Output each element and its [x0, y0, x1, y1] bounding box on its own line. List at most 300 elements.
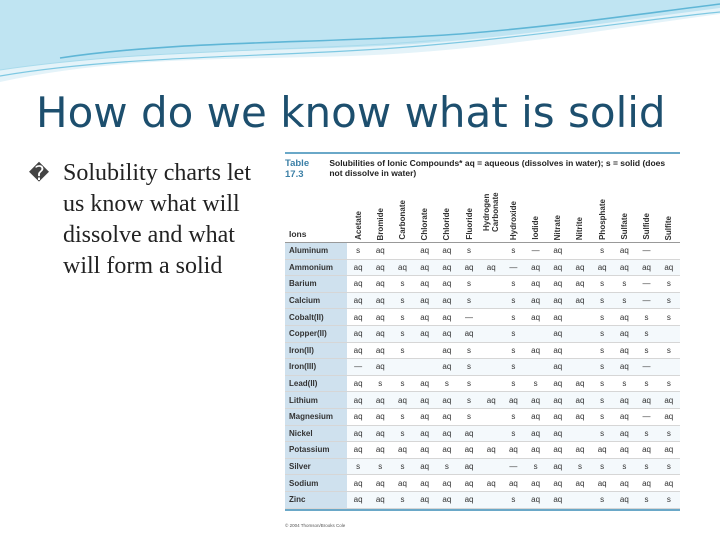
solubility-cell — [480, 325, 502, 342]
table-row — [285, 375, 680, 392]
solubility-cell: s — [436, 375, 458, 392]
solubility-cell: aq — [547, 243, 569, 260]
solubility-cell: aq — [635, 259, 657, 276]
ion-name-cell: Potassium — [285, 442, 347, 459]
table-row — [285, 309, 680, 326]
table-row — [285, 359, 680, 376]
solubility-cell: aq — [525, 491, 547, 508]
solubility-cell: aq — [547, 458, 569, 475]
table-row — [285, 491, 680, 508]
solubility-cell — [480, 359, 502, 376]
column-header-label: Chloride — [442, 207, 452, 240]
column-header — [569, 182, 591, 243]
column-header-label: Nitrite — [575, 216, 585, 240]
solubility-table — [285, 182, 680, 509]
solubility-cell — [480, 458, 502, 475]
solubility-cell: aq — [525, 259, 547, 276]
solubility-cell: aq — [502, 475, 524, 492]
solubility-cell: aq — [347, 309, 369, 326]
solubility-cell — [658, 325, 680, 342]
solubility-cell: aq — [414, 425, 436, 442]
solubility-cell: aq — [347, 425, 369, 442]
solubility-cell: aq — [414, 475, 436, 492]
solubility-cell: s — [591, 359, 613, 376]
solubility-cell: aq — [369, 475, 391, 492]
solubility-cell: aq — [436, 309, 458, 326]
solubility-cell: aq — [369, 442, 391, 459]
solubility-cell: aq — [369, 243, 391, 260]
solubility-cell: s — [458, 392, 480, 409]
table-caption-bar — [285, 152, 680, 182]
ion-name-cell: Iron(III) — [285, 359, 347, 376]
solubility-cell: aq — [458, 475, 480, 492]
column-header-label: Nitrate — [553, 214, 563, 240]
solubility-cell: aq — [613, 359, 635, 376]
solubility-cell: s — [591, 458, 613, 475]
solubility-cell: aq — [525, 392, 547, 409]
solubility-cell: s — [391, 491, 413, 508]
solubility-cell — [569, 325, 591, 342]
solubility-cell: aq — [635, 392, 657, 409]
solubility-cell: s — [635, 309, 657, 326]
copyright-credit: © 2004 Thomson/Brooks Cole — [285, 522, 346, 528]
solubility-cell — [414, 359, 436, 376]
solubility-cell: s — [391, 276, 413, 293]
column-header — [391, 182, 413, 243]
solubility-cell: — — [347, 359, 369, 376]
solubility-cell: s — [502, 359, 524, 376]
table-caption: Solubilities of Ionic Compounds* aq = aqueous (dissolves in water); s = solid (does not dissolve in water) — [329, 158, 666, 178]
solubility-cell: — — [502, 259, 524, 276]
column-header — [591, 182, 613, 243]
ion-name-cell: Lead(II) — [285, 375, 347, 392]
solubility-cell: aq — [347, 375, 369, 392]
solubility-cell: aq — [525, 309, 547, 326]
solubility-cell: s — [502, 408, 524, 425]
table-row — [285, 475, 680, 492]
solubility-cell: aq — [613, 475, 635, 492]
solubility-cell: aq — [436, 359, 458, 376]
solubility-cell: aq — [480, 392, 502, 409]
solubility-cell: aq — [436, 276, 458, 293]
solubility-cell: aq — [436, 408, 458, 425]
solubility-cell — [391, 359, 413, 376]
column-header-label: Acetate — [353, 211, 363, 240]
solubility-cell: — — [635, 408, 657, 425]
solubility-cell: aq — [458, 442, 480, 459]
solubility-cell: aq — [613, 342, 635, 359]
solubility-cell: aq — [613, 259, 635, 276]
solubility-cell: aq — [547, 442, 569, 459]
solubility-cell: aq — [547, 359, 569, 376]
ion-name-cell: Silver — [285, 458, 347, 475]
bullet-item — [28, 158, 273, 282]
solubility-cell: aq — [369, 325, 391, 342]
solubility-cell — [525, 325, 547, 342]
solubility-cell: aq — [591, 475, 613, 492]
ion-name-cell: Iron(II) — [285, 342, 347, 359]
solubility-cell: s — [613, 292, 635, 309]
column-header — [369, 182, 391, 243]
solubility-cell: aq — [369, 309, 391, 326]
solubility-cell: aq — [347, 292, 369, 309]
solubility-cell: aq — [436, 243, 458, 260]
solubility-cell — [480, 309, 502, 326]
ion-name-cell: Barium — [285, 276, 347, 293]
solubility-cell: aq — [347, 475, 369, 492]
solubility-cell: aq — [369, 259, 391, 276]
solubility-cell: aq — [569, 292, 591, 309]
solubility-cell: aq — [569, 375, 591, 392]
column-header-label: Chlorate — [420, 207, 430, 240]
table-row — [285, 458, 680, 475]
solubility-cell: — — [635, 359, 657, 376]
solubility-cell: aq — [525, 342, 547, 359]
column-header-label: Carbonate — [397, 200, 407, 240]
solubility-cell: aq — [414, 309, 436, 326]
solubility-cell — [480, 342, 502, 359]
solubility-cell: s — [591, 342, 613, 359]
solubility-cell: aq — [347, 325, 369, 342]
solubility-cell: aq — [436, 292, 458, 309]
table-row — [285, 442, 680, 459]
solubility-cell: s — [635, 375, 657, 392]
ion-name-cell: Zinc — [285, 491, 347, 508]
solubility-cell: aq — [525, 276, 547, 293]
solubility-cell: — — [458, 309, 480, 326]
solubility-cell — [569, 359, 591, 376]
solubility-cell: s — [613, 276, 635, 293]
column-header — [635, 182, 657, 243]
solubility-cell — [569, 342, 591, 359]
solubility-cell: aq — [436, 259, 458, 276]
solubility-cell: s — [591, 243, 613, 260]
solubility-cell: aq — [414, 276, 436, 293]
solubility-cell: aq — [369, 342, 391, 359]
table-row — [285, 425, 680, 442]
header-wave-decoration — [0, 0, 720, 90]
solubility-cell: s — [525, 458, 547, 475]
solubility-cell — [658, 243, 680, 260]
slide-title: How do we know what is solid — [36, 88, 666, 137]
solubility-cell: aq — [547, 276, 569, 293]
solubility-cell: aq — [391, 475, 413, 492]
solubility-cell: aq — [658, 392, 680, 409]
solubility-cell: aq — [391, 259, 413, 276]
solubility-cell: s — [502, 342, 524, 359]
solubility-cell: s — [591, 276, 613, 293]
solubility-cell: aq — [436, 342, 458, 359]
solubility-cell: aq — [525, 442, 547, 459]
solubility-cell: aq — [525, 292, 547, 309]
solubility-cell: aq — [547, 491, 569, 508]
table-header-row — [285, 182, 680, 243]
solubility-cell: s — [391, 342, 413, 359]
solubility-cell: s — [436, 458, 458, 475]
solubility-cell: aq — [547, 309, 569, 326]
solubility-cell — [569, 243, 591, 260]
solubility-cell: s — [658, 491, 680, 508]
column-header — [436, 182, 458, 243]
solubility-cell: s — [591, 325, 613, 342]
solubility-cell: aq — [414, 491, 436, 508]
solubility-cell: aq — [414, 259, 436, 276]
solubility-cell — [480, 491, 502, 508]
ion-name-cell: Copper(II) — [285, 325, 347, 342]
solubility-cell: s — [391, 408, 413, 425]
solubility-cell: s — [369, 375, 391, 392]
ion-name-cell: Cobalt(II) — [285, 309, 347, 326]
solubility-cell — [658, 359, 680, 376]
solubility-cell: aq — [658, 408, 680, 425]
solubility-cell: aq — [369, 292, 391, 309]
solubility-cell: aq — [547, 325, 569, 342]
solubility-cell: aq — [347, 491, 369, 508]
solubility-cell: aq — [369, 408, 391, 425]
solubility-cell: s — [502, 425, 524, 442]
solubility-cell: aq — [502, 392, 524, 409]
solubility-cell: aq — [436, 475, 458, 492]
solubility-cell: s — [613, 375, 635, 392]
column-header-label: Hydrogen Carbonate — [482, 192, 501, 233]
solubility-cell: aq — [613, 442, 635, 459]
solubility-cell: s — [347, 243, 369, 260]
column-header — [613, 182, 635, 243]
solubility-cell: aq — [502, 442, 524, 459]
table-row — [285, 243, 680, 260]
solubility-cell: aq — [369, 276, 391, 293]
solubility-cell: aq — [658, 475, 680, 492]
table-row — [285, 276, 680, 293]
column-header — [502, 182, 524, 243]
ion-name-cell: Aluminum — [285, 243, 347, 260]
solubility-cell: s — [458, 292, 480, 309]
solubility-cell — [569, 425, 591, 442]
solubility-cell: aq — [436, 425, 458, 442]
solubility-cell: aq — [613, 243, 635, 260]
solubility-cell: — — [525, 243, 547, 260]
solubility-cell: s — [391, 425, 413, 442]
solubility-cell — [480, 425, 502, 442]
column-header — [547, 182, 569, 243]
ion-name-cell: Sodium — [285, 475, 347, 492]
table-row — [285, 392, 680, 409]
solubility-cell: s — [591, 309, 613, 326]
column-header — [525, 182, 547, 243]
solubility-cell: aq — [547, 292, 569, 309]
solubility-cell: s — [458, 375, 480, 392]
solubility-cell: s — [502, 292, 524, 309]
ion-name-cell: Calcium — [285, 292, 347, 309]
solubility-cell: aq — [414, 442, 436, 459]
solubility-cell: aq — [347, 259, 369, 276]
solubility-cell: s — [591, 392, 613, 409]
solubility-cell: aq — [436, 392, 458, 409]
solubility-cell: aq — [613, 309, 635, 326]
solubility-cell: s — [658, 292, 680, 309]
solubility-cell: aq — [436, 491, 458, 508]
solubility-cell: s — [591, 292, 613, 309]
solubility-cell: aq — [458, 425, 480, 442]
solubility-cell: aq — [458, 325, 480, 342]
table-number: Table 17.3 — [285, 158, 310, 180]
solubility-cell: s — [635, 325, 657, 342]
solubility-cell: aq — [569, 408, 591, 425]
solubility-cell: s — [658, 309, 680, 326]
solubility-cell: aq — [613, 325, 635, 342]
solubility-cell — [480, 375, 502, 392]
solubility-cell: s — [502, 243, 524, 260]
solubility-cell: aq — [347, 442, 369, 459]
solubility-cell: s — [569, 458, 591, 475]
table-body — [285, 243, 680, 509]
solubility-cell: aq — [658, 259, 680, 276]
solubility-cell: aq — [591, 442, 613, 459]
solubility-cell: s — [391, 375, 413, 392]
solubility-cell: — — [502, 458, 524, 475]
solubility-cell: s — [458, 276, 480, 293]
solubility-cell: s — [591, 375, 613, 392]
solubility-cell: s — [591, 491, 613, 508]
solubility-cell: aq — [658, 442, 680, 459]
solubility-cell: aq — [369, 491, 391, 508]
column-header-label: Iodide — [531, 216, 541, 240]
ion-name-cell: Lithium — [285, 392, 347, 409]
solubility-cell — [569, 309, 591, 326]
solubility-cell: aq — [569, 392, 591, 409]
solubility-cell: aq — [458, 491, 480, 508]
solubility-cell: s — [502, 309, 524, 326]
solubility-cell: aq — [613, 392, 635, 409]
solubility-cell: aq — [480, 475, 502, 492]
solubility-cell: s — [391, 309, 413, 326]
solubility-cell: s — [391, 292, 413, 309]
solubility-cell: aq — [414, 375, 436, 392]
solubility-cell: aq — [547, 392, 569, 409]
solubility-cell: s — [658, 458, 680, 475]
solubility-cell: s — [458, 359, 480, 376]
column-header-label: Sulfide — [642, 213, 652, 240]
solubility-cell: — — [635, 243, 657, 260]
solubility-cell: aq — [525, 425, 547, 442]
ion-name-cell: Ammonium — [285, 259, 347, 276]
solubility-cell: aq — [347, 392, 369, 409]
solubility-cell: aq — [369, 425, 391, 442]
solubility-cell: s — [458, 342, 480, 359]
solubility-cell: aq — [547, 342, 569, 359]
solubility-cell: aq — [414, 458, 436, 475]
column-header — [347, 182, 369, 243]
solubility-cell: s — [658, 342, 680, 359]
solubility-cell: aq — [569, 276, 591, 293]
column-header — [414, 182, 436, 243]
solubility-cell: aq — [369, 359, 391, 376]
column-header-label: Fluoride — [464, 208, 474, 240]
solubility-cell: aq — [414, 243, 436, 260]
ion-name-cell: Nickel — [285, 425, 347, 442]
solubility-cell: s — [391, 458, 413, 475]
solubility-cell — [480, 292, 502, 309]
solubility-cell: s — [502, 325, 524, 342]
solubility-cell: aq — [547, 259, 569, 276]
solubility-cell: s — [635, 491, 657, 508]
solubility-cell: aq — [414, 392, 436, 409]
solubility-cell: s — [458, 408, 480, 425]
solubility-cell: s — [502, 375, 524, 392]
column-header-label: Bromide — [375, 207, 385, 240]
solubility-cell: s — [613, 458, 635, 475]
table-row — [285, 408, 680, 425]
solubility-cell: aq — [436, 325, 458, 342]
solubility-cell: s — [635, 458, 657, 475]
solubility-cell: aq — [480, 442, 502, 459]
solubility-cell: aq — [635, 442, 657, 459]
solubility-cell: aq — [347, 342, 369, 359]
column-header-label: Sulfite — [664, 215, 674, 240]
table-row — [285, 325, 680, 342]
ions-header: Ions — [285, 182, 347, 243]
table-bottom-rule — [285, 509, 680, 511]
solubility-cell: s — [525, 375, 547, 392]
solubility-cell: s — [591, 408, 613, 425]
solubility-cell: aq — [480, 259, 502, 276]
solubility-cell: aq — [391, 392, 413, 409]
solubility-cell: aq — [613, 408, 635, 425]
column-header — [480, 182, 502, 243]
solubility-cell: aq — [613, 491, 635, 508]
column-header-label: Hydroxide — [508, 200, 518, 240]
bullet-marker: � — [28, 161, 50, 185]
solubility-cell: s — [635, 342, 657, 359]
solubility-cell — [391, 243, 413, 260]
solubility-cell: aq — [547, 425, 569, 442]
solubility-cell: aq — [414, 292, 436, 309]
solubility-cell: s — [658, 375, 680, 392]
table-row — [285, 259, 680, 276]
table-row — [285, 292, 680, 309]
solubility-cell: s — [347, 458, 369, 475]
solubility-cell: aq — [347, 276, 369, 293]
bullet-text: Solubility charts let us know what will dissolve and what will form a solid — [63, 160, 251, 279]
column-header — [458, 182, 480, 243]
solubility-cell — [569, 491, 591, 508]
solubility-cell — [480, 243, 502, 260]
solubility-cell: s — [658, 425, 680, 442]
solubility-cell: s — [369, 458, 391, 475]
solubility-cell: aq — [569, 259, 591, 276]
solubility-cell: aq — [547, 375, 569, 392]
solubility-cell: aq — [414, 408, 436, 425]
solubility-cell: aq — [569, 475, 591, 492]
solubility-cell: aq — [569, 442, 591, 459]
solubility-cell: s — [391, 325, 413, 342]
solubility-cell: aq — [635, 475, 657, 492]
ion-name-cell: Magnesium — [285, 408, 347, 425]
solubility-cell: aq — [458, 458, 480, 475]
solubility-table-figure — [285, 152, 680, 528]
solubility-cell: s — [502, 276, 524, 293]
solubility-cell — [480, 276, 502, 293]
solubility-cell — [480, 408, 502, 425]
solubility-cell: aq — [591, 259, 613, 276]
column-header-label: Phosphate — [597, 199, 607, 240]
solubility-cell: aq — [414, 325, 436, 342]
table-row — [285, 342, 680, 359]
solubility-cell: aq — [525, 475, 547, 492]
solubility-cell: aq — [347, 408, 369, 425]
solubility-cell: s — [502, 491, 524, 508]
solubility-cell: aq — [369, 392, 391, 409]
